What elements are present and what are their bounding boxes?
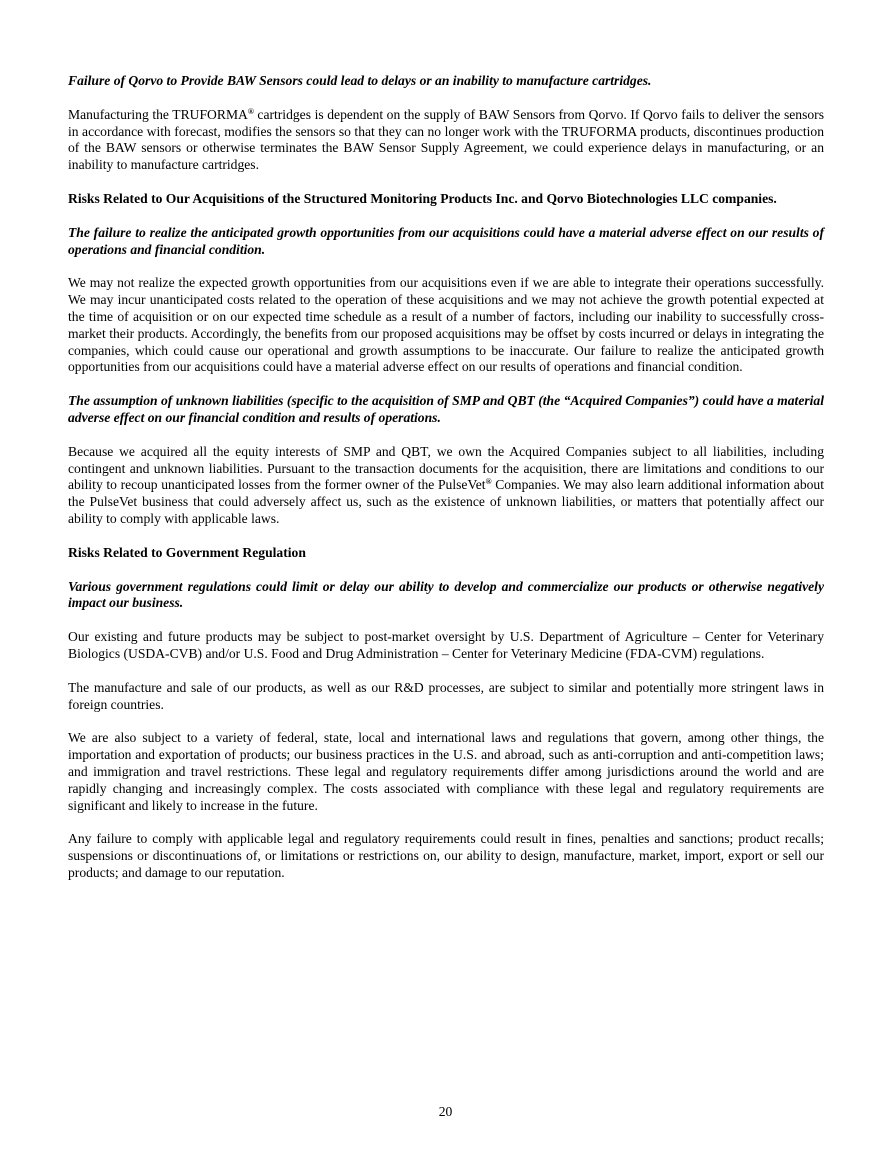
paragraph-text: Manufacturing the TRUFORMA: [68, 106, 248, 122]
risk-heading-government-regulations: Various government regulations could limit or delay our ability to develop and commercialize our products or otherwise negatively impact our business.: [68, 578, 824, 611]
paragraph-federal-laws: We are also subject to a variety of federal, state, local and international laws and regulations that govern, among other things, the importation and exportation of products; our business practices in the U.S. and abroad, such as anti-corruption and anti-competition laws; and immigration and travel restrictions. These legal and regulatory requirements differ among jurisdictions around the world and are rapidly changing and increasingly complex. The costs associated with compliance with these legal and regulatory requirements are significant and likely to increase in the future.: [68, 730, 824, 813]
paragraph-compliance-failure: Any failure to comply with applicable legal and regulatory requirements could result in fines, penalties and sanctions; product recalls; suspensions or discontinuations of, or limitations or restrictions on, our ability to design, manufacture, market, import, export or sell our products; and damage to our reputation.: [68, 831, 824, 880]
paragraph-text: cartridges is dependent on the supply of BAW Sensors from Qorvo. If Qorvo fails to deliver the sensors in accordance with forecast, modifies the sensors so that they can no longer work with the TRUFORMA products, discontinues production of the BAW sensors or otherwise terminates the BAW Sensor Supply Agreement, we could experience delays in manufacturing, or an inability to manufacture cartridges.: [68, 106, 824, 173]
paragraph-post-market-oversight: Our existing and future products may be subject to post-market oversight by U.S. Department of Agriculture – Center for Veterinary Biologics (USDA-CVB) and/or U.S. Food and Drug Administration – Center for Veterinary Medicine (FDA-CVM) regulations.: [68, 629, 824, 661]
paragraph-growth-opportunities: We may not realize the expected growth opportunities from our acquisitions even if we are able to integrate their operations successfully. We may incur unanticipated costs related to the operation of these acquisitions and we may not achieve the growth potential expected at the time of acquisition or on our expected time schedule as a result of a number of factors, including our inability to successfully cross-market their products. Accordingly, the benefits from our proposed acquisitions may be offset by costs incurred or delays in integrating the companies, which could cause our operational and growth assumptions to be inaccurate. Our failure to realize the anticipated growth opportunities from our acquisitions could have a material adverse effect on our results of operations and financial condition.: [68, 275, 824, 375]
registered-mark: ®: [247, 106, 254, 116]
section-heading-government-regulation: Risks Related to Government Regulation: [68, 544, 306, 560]
section-heading-qorvo-baw: Failure of Qorvo to Provide BAW Sensors could lead to delays or an inability to manufacture cartridges.: [68, 73, 652, 88]
paragraph-text: Because we acquired all the equity interests of SMP and QBT, we own the Acquired Companies subject to all liabilities, including contingent and unknown liabilities. Pursuant to the transaction documents for the acquisition, there are limitations and conditions to our ability to recoup unanticipated losses from the former owner of the PulseVet: [68, 443, 824, 493]
registered-mark: ®: [485, 477, 492, 487]
document-body: [68, 73, 824, 899]
paragraph-truforma-cartridges: [68, 107, 824, 174]
section-heading-acquisitions: Risks Related to Our Acquisitions of the Structured Monitoring Products Inc. and Qorvo Biotechnologies LLC companies.: [68, 190, 777, 206]
page-number: 20: [438, 1104, 453, 1119]
paragraph-unknown-liabilities: [68, 444, 824, 528]
risk-heading-unknown-liabilities: The assumption of unknown liabilities (specific to the acquisition of SMP and QBT (the “Acquired Companies”) could have a material adverse effect on our financial condition and results of operations.: [68, 393, 824, 425]
risk-heading-growth-opportunities: The failure to realize the anticipated growth opportunities from our acquisitions could have a material adverse effect on our results of operations and financial condition.: [68, 224, 824, 257]
paragraph-foreign-laws: The manufacture and sale of our products, as well as our R&D processes, are subject to similar and potentially more stringent laws in foreign countries.: [68, 679, 824, 712]
paragraph-text: Companies. We may also learn additional information about the PulseVet business that could adversely affect us, such as the existence of unknown liabilities, or matters that potentially affect our ability to comply with applicable laws.: [68, 477, 824, 526]
